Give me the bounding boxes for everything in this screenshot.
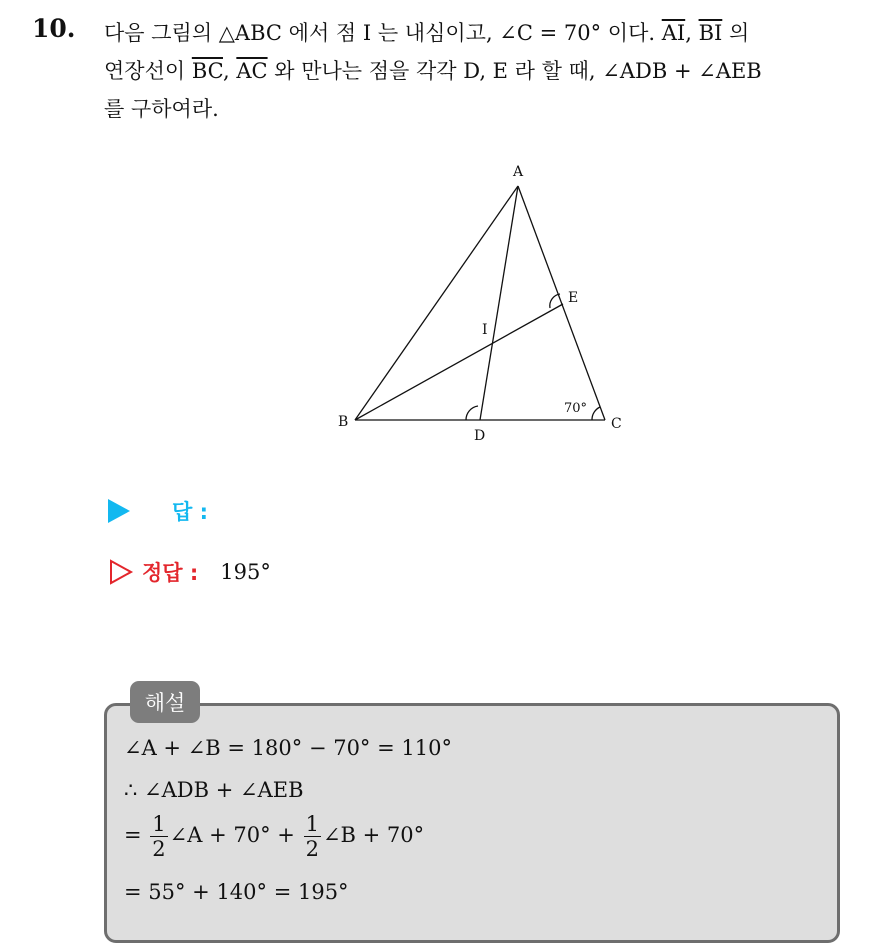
problem-line-1: 다음 그림의 △ABC 에서 점 I 는 내심이고, ∠C = 70° 이다. $\overline{AI}$, $\overline{BI}$ 의 bbox=[104, 21, 750, 45]
correct-answer-label: 정답 : bbox=[142, 561, 199, 585]
label-i: I bbox=[482, 322, 488, 338]
segment-ac: $\overline{AC}$ bbox=[236, 59, 268, 83]
answer-label: 답 : bbox=[172, 500, 208, 524]
correct-answer-value: 195° bbox=[220, 560, 271, 584]
label-d: D bbox=[474, 428, 486, 444]
segment-bc: $\overline{BC}$ bbox=[191, 59, 223, 83]
problem-number: 10. bbox=[32, 14, 76, 43]
side-ac bbox=[518, 186, 605, 420]
segment-bi: $\overline{BI}$ bbox=[698, 21, 723, 45]
angle-arc-d bbox=[466, 406, 478, 420]
outline-triangle-icon bbox=[108, 559, 134, 585]
label-a: A bbox=[513, 164, 524, 180]
problem-line-2: 연장선이 $\overline{BC}$, $\overline{AC}$ 와 만나는 점을 각각 D, E 라 할 때, ∠ADB + ∠AEB bbox=[104, 59, 762, 83]
angle-arc-c bbox=[592, 407, 600, 420]
label-b: B bbox=[338, 414, 349, 430]
answer-row bbox=[108, 495, 208, 527]
angle-c-label: 70° bbox=[564, 401, 588, 416]
segment-be bbox=[355, 304, 563, 420]
fraction-one-half: $\frac{1}{2}$ bbox=[152, 812, 166, 861]
problem-statement bbox=[104, 14, 864, 128]
label-e: E bbox=[568, 290, 579, 306]
fraction-one-half-2: $\frac{1}{2}$ bbox=[305, 812, 319, 861]
problem-line-3: 를 구하여라. bbox=[104, 97, 219, 121]
solution-tab: 해설 bbox=[130, 681, 200, 723]
label-c: C bbox=[611, 416, 622, 432]
segment-ad bbox=[480, 186, 518, 420]
solution-line-3: = $\frac{1}{2}$ ∠A + 70° + $\frac{1}{2}$ ∠B + 70° bbox=[124, 812, 425, 861]
filled-triangle-icon bbox=[108, 499, 130, 523]
solution-line-2: ∴ ∠ADB + ∠AEB bbox=[124, 778, 304, 802]
solution-line-1: ∠A + ∠B = 180° − 70° = 110° bbox=[124, 736, 452, 760]
segment-ai: $\overline{AI}$ bbox=[661, 21, 686, 45]
side-ab bbox=[355, 186, 518, 420]
solution-line-4: = 55° + 140° = 195° bbox=[124, 880, 349, 904]
correct-answer-row bbox=[108, 555, 271, 589]
triangle-figure bbox=[320, 156, 640, 456]
